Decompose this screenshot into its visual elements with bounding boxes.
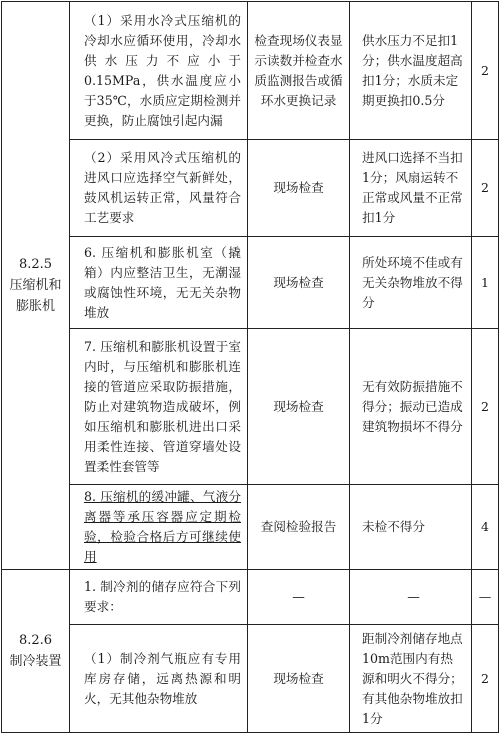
method-cell: — bbox=[248, 570, 350, 625]
requirement-cell: （2）采用风冷式压缩机的进风口应选择空气新鲜处，鼓风机运转正常，风量符合工艺要求 bbox=[70, 140, 248, 237]
points-cell: 2 bbox=[472, 625, 499, 733]
requirement-cell: （1）采用水冷式压缩机的冷却水应循环使用，冷却水供水压力不应小于0.15MPa，供水温度应小于35℃，水质应定期检测并更换，防止腐蚀引起内漏 bbox=[70, 2, 248, 140]
points-cell: — bbox=[472, 570, 499, 625]
section-label: 8.2.6 制冷装置 bbox=[9, 633, 62, 669]
table-row bbox=[2, 329, 499, 485]
table-row bbox=[2, 2, 499, 140]
requirement-cell: 1. 制冷剂的储存应符合下列要求： bbox=[70, 570, 248, 625]
requirement-cell bbox=[70, 485, 248, 570]
underlined-requirement-text: 8. 压缩机的缓冲罐、气液分离器等承压容器应定期检验，检验合格后方可继续使用 bbox=[84, 489, 241, 564]
scoring-rule-cell: 所处环境不佳或有无关杂物堆放不得分 bbox=[350, 237, 472, 329]
points-cell: 2 bbox=[472, 329, 499, 485]
requirement-cell: 6. 压缩机和膨胀机室（撬箱）内应整洁卫生，无潮湿或腐蚀性环境，无无关杂物堆放 bbox=[70, 237, 248, 329]
scoring-rule-cell: 无有效防振措施不得分；振动已造成建筑物损坏不得分 bbox=[350, 329, 472, 485]
method-cell: 现场检查 bbox=[248, 625, 350, 733]
table-row bbox=[2, 237, 499, 329]
method-cell: 现场检查 bbox=[248, 140, 350, 237]
method-cell: 查阅检验报告 bbox=[248, 485, 350, 570]
standards-table bbox=[1, 1, 499, 733]
section-cell-8-2-5 bbox=[2, 2, 70, 570]
section-cell-8-2-6 bbox=[2, 570, 70, 733]
scoring-rule-cell: 距制冷剂储存地点10m范围内有热源和明火不得分；有其他杂物堆放扣1分 bbox=[350, 625, 472, 733]
scoring-rule-cell: — bbox=[350, 570, 472, 625]
method-cell: 现场检查 bbox=[248, 237, 350, 329]
table-row bbox=[2, 625, 499, 733]
scoring-rule-cell: 未检不得分 bbox=[350, 485, 472, 570]
scoring-rule-cell: 供水压力不足扣1分；供水温度超高扣1分；水质未定期更换扣0.5分 bbox=[350, 2, 472, 140]
table-row bbox=[2, 570, 499, 625]
requirement-cell: （1）制冷剂气瓶应有专用库房存储，远离热源和明火，无其他杂物堆放 bbox=[70, 625, 248, 733]
points-cell: 4 bbox=[472, 485, 499, 570]
points-cell: 2 bbox=[472, 2, 499, 140]
scoring-rule-cell: 进风口选择不当扣1分；风扇运转不正常或风量不正常扣1分 bbox=[350, 140, 472, 237]
points-cell: 1 bbox=[472, 237, 499, 329]
section-label: 8.2.5 压缩机和 膨胀机 bbox=[9, 257, 62, 314]
method-cell: 现场检查 bbox=[248, 329, 350, 485]
requirement-cell: 7. 压缩机和膨胀机设置于室内时，与压缩机和膨胀机连接的管道应采取防振措施，防止对建筑物造成破坏，例如压缩机和膨胀机进出口采用柔性连接、管道穿墙处设置柔性套管等 bbox=[70, 329, 248, 485]
table-row bbox=[2, 140, 499, 237]
table-row bbox=[2, 485, 499, 570]
points-cell: 2 bbox=[472, 140, 499, 237]
method-cell: 检查现场仪表显示读数并检查水质监测报告或循环水更换记录 bbox=[248, 2, 350, 140]
